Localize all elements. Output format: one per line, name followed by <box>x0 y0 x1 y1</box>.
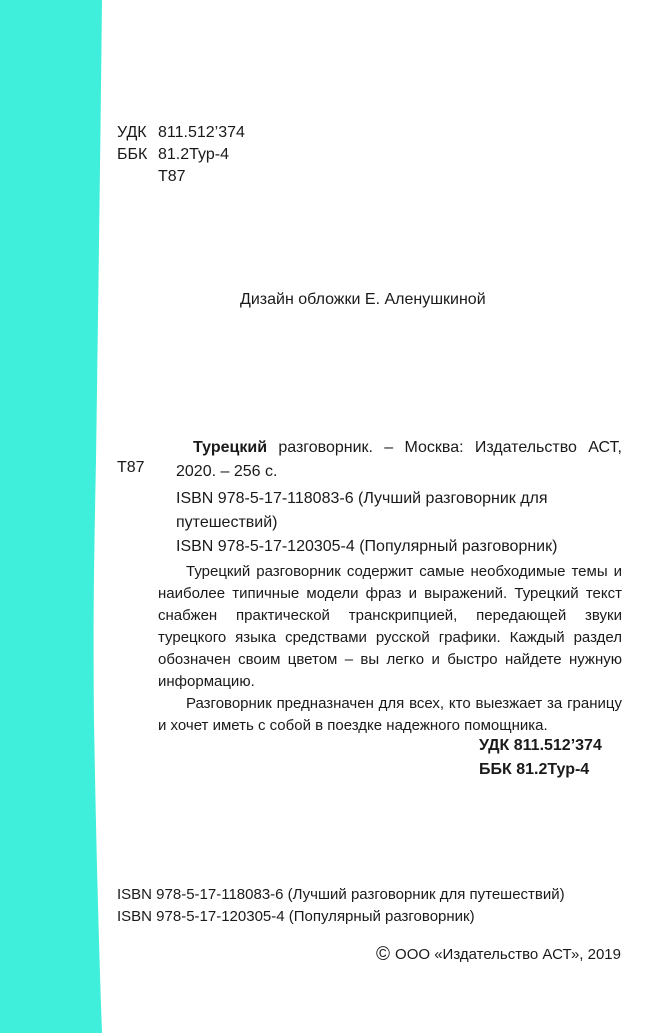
isbn-line-1: ISBN 978-5-17-118083-6 (Лучший разговорник для <box>176 490 548 507</box>
annotation-paragraph-2: Разговорник предназначен для всех, кто выезжает за границу и хочет иметь с собой в поездке надежного помощника. <box>158 695 622 734</box>
title-details: разговорник. – Москва: Издательство АСТ, <box>267 439 622 456</box>
bbk-value: 81.2Тур-4 <box>158 146 229 163</box>
classification-block <box>117 121 245 187</box>
cover-design-credit: Дизайн обложки Е. Аленушкиной <box>240 291 486 308</box>
author-mark-value: Т87 <box>158 168 186 185</box>
bibliographic-title-line <box>176 436 622 460</box>
annotation-paragraph-1: Турецкий разговорник содержит самые необходимые темы и наиболее типичные модели фраз и выражений. Турецкий текст снабжен практической транскрипцией, передающей звуки турецкого языка средствами русской графики. Каждый раздел обозначен своим цветом – вы легко и быстро найдете нужную информацию. <box>158 563 622 690</box>
udk-label: УДК <box>117 124 147 141</box>
udk-row <box>117 121 245 143</box>
author-mark-label <box>117 165 158 187</box>
bbk-row <box>117 143 245 165</box>
copyright-icon: © <box>376 944 391 965</box>
udk-code-bold: УДК 811.512’374 <box>479 737 602 754</box>
isbn-record-block <box>176 487 616 559</box>
classification-codes-bold <box>479 734 602 782</box>
bottom-isbn-line-1: ISBN 978-5-17-118083-6 (Лучший разговорник для путешествий) <box>117 886 565 903</box>
author-mark: Т87 <box>117 459 145 476</box>
bbk-label: ББК <box>117 146 148 163</box>
bbk-code-bold: ББК 81.2Тур-4 <box>479 761 590 778</box>
annotation <box>158 561 622 737</box>
udk-value: 811.512’374 <box>158 124 245 141</box>
isbn-line-3: ISBN 978-5-17-120305-4 (Популярный разговорник) <box>176 538 558 555</box>
bottom-isbn-line-2: ISBN 978-5-17-120305-4 (Популярный разговорник) <box>117 908 475 925</box>
accent-side-bar <box>0 0 102 1033</box>
book-title: Турецкий <box>193 439 268 456</box>
bottom-isbn-block <box>117 884 565 928</box>
copyright-text: ООО «Издательство АСТ», 2019 <box>395 946 621 963</box>
imprint-line: 2020. – 256 с. <box>176 463 278 480</box>
bibliographic-record <box>176 436 622 484</box>
isbn-line-2: путешествий) <box>176 514 278 531</box>
author-mark-row <box>117 165 245 187</box>
copyright-line <box>376 944 621 966</box>
